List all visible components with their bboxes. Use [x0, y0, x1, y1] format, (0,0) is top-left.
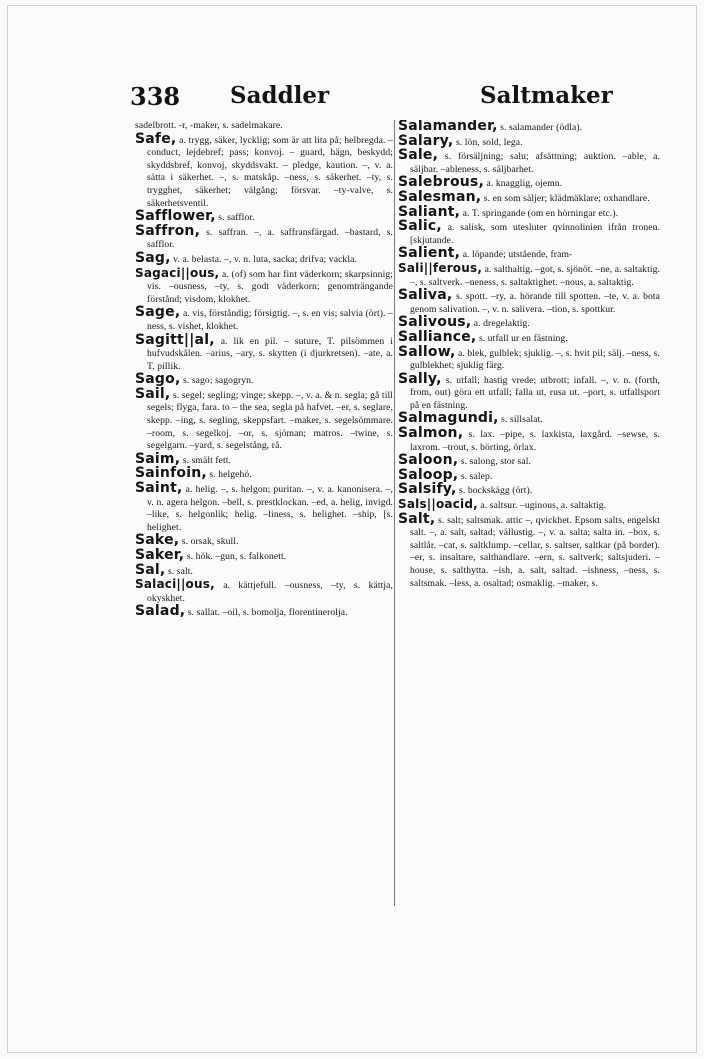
entry-headword: Sagitt||al,: [135, 331, 215, 348]
entry-definition: s. spott. –ry, a. hörande till spotten. –te, v. a. bota genom salivation. –, v. n. salivera. –tion, s. spottkur.: [410, 291, 660, 315]
entry-headword: Sago,: [135, 371, 181, 388]
entry-headword: Sally,: [398, 370, 442, 387]
entry-headword: Saloop,: [398, 466, 459, 483]
entry-definition: s. utfall; hastig vrede; utbrott; infall. –, v. n. (forth, from, out) göra ett utfall; falla ut, rusa ut. –port, s. utfallsport på en fästning.: [410, 374, 660, 411]
dictionary-entry: [398, 510, 660, 591]
entry-definition: a. salisk, som utesluter qvinnolinien ifrån tronen. [skjutande.: [410, 222, 660, 246]
entry-headword: Salebrous,: [398, 174, 484, 191]
entry-headword: Sale,: [398, 147, 439, 164]
entry-definition: a. blek, gulblek; sjuklig. –, s. hvit pil; sälj. –ness, s. gulblekhet; sjuklig färg.: [410, 347, 660, 372]
entry-headword: Sals||oacid,: [398, 497, 478, 512]
dictionary-entry: [135, 267, 393, 307]
entry-headword: Salliance,: [398, 328, 477, 345]
entry-definition: s. lax. –pipe, s. laxkista, laxgård. –sewse, s. laxrom. –trout, s. börting, örlax.: [410, 429, 660, 453]
entry-headword: Sagaci||ous,: [135, 265, 220, 280]
entry-definition: s. helgehö.: [209, 469, 252, 481]
left-column: [135, 120, 393, 900]
dictionary-entry: [398, 427, 660, 454]
entry-headword: Sainfoin,: [135, 465, 207, 482]
entry-headword: Saloon,: [398, 452, 459, 469]
entry-headword: Salad,: [135, 603, 186, 620]
entry-definition: a. saltsur. –uginous, a. saltaktig.: [480, 500, 607, 512]
entry-headword: Saffron,: [135, 222, 201, 239]
dictionary-entry: [398, 343, 660, 373]
entry-headword: Sail,: [135, 385, 171, 402]
entry-headword: Saliva,: [398, 287, 453, 304]
entry-definition: s. salt; saltsmak. attic –, qvickhet. Epsom salts, engelskt salt. –, a. salt, saltad; vällustig. –, v. a. salta; salta in. –box, s. saltlår. –cat, s. saltklump. –cellar, s. saltser, saltkar (på bordet). –er, s. insaltare, salthandlare. –ern, s. saltverk; saltsjuderi. –house, s. salthytta. –ish, a. salt, saltad. –ishness, –ness, s. saltsmak. –less, a. osaltad; osmaklig. –maker, s.: [410, 514, 660, 589]
entry-definition: s. hök. –gun, s. falkonett.: [186, 551, 287, 562]
entry-definition: a. T. springande (om en hörningar etc.).: [462, 207, 619, 219]
entry-headword: Safe,: [135, 130, 177, 147]
entry-definition: s. saffran. –, a. saffransfärgad. –bastard, s. safflor.: [147, 226, 393, 251]
dictionary-entry: [135, 578, 393, 605]
entry-definition: sadelbrott. -r, -maker, s. sadelmakare.: [135, 120, 283, 131]
entry-definition: a. kättjefull. –ousness, –ty, s. kättja, okyskhet.: [147, 580, 393, 604]
entry-headword: Salary,: [398, 132, 454, 149]
entry-definition: s. utfall ur en fästning.: [478, 332, 568, 344]
dictionary-entry: [135, 331, 393, 374]
dictionary-entry: [135, 561, 393, 579]
dictionary-entry: [135, 605, 393, 620]
entry-headword: Salient,: [398, 245, 461, 262]
dictionary-entry: [398, 289, 660, 316]
entry-headword: Salivous,: [398, 314, 472, 331]
entry-headword: Sake,: [135, 532, 180, 549]
entry-definition: a. löpande; utstående, fram-: [462, 249, 573, 261]
entry-definition: s. salep.: [460, 470, 493, 482]
entry-headword: Salic,: [398, 218, 442, 235]
entry-headword: Saker,: [135, 547, 185, 563]
dictionary-entry: [398, 149, 660, 176]
dictionary-entry: [135, 385, 393, 453]
dictionary-entry: [135, 249, 393, 267]
entry-definition: s. smält fett.: [182, 454, 232, 466]
column-divider: [394, 120, 395, 906]
dictionary-entry: [135, 482, 393, 534]
dictionary-entry: [398, 498, 660, 513]
entry-headword: Saliant,: [398, 203, 461, 220]
entry-definition: s. salong, stor sal.: [460, 456, 531, 468]
dictionary-entry: [398, 247, 660, 262]
entry-definition: s. salamander (ödla).: [500, 122, 583, 133]
entry-definition: s. safflor.: [218, 212, 255, 224]
dictionary-entry: [398, 262, 660, 289]
entry-headword: Saint,: [135, 480, 183, 497]
entry-definition: s. lön, sold, lega.: [455, 136, 523, 148]
dictionary-entry: [398, 483, 660, 498]
left-guide-word: Saddler: [230, 82, 330, 109]
dictionary-entry: [135, 222, 393, 252]
right-column: [398, 120, 660, 900]
entry-definition: s. en som säljer; klädmäklare; oxhandlare.: [483, 192, 650, 204]
entry-definition: a. salthaltig. –got, s. sjönöt. –ne, a. saltaktig. –, s. saltverk. –neness, s. saltaktighet. –nous, a. saltaktig.: [410, 263, 660, 288]
entry-headword: Salmagundi,: [398, 410, 499, 427]
entry-headword: Sallow,: [398, 343, 456, 360]
entry-definition: s. sallat. –oil, s. bomolja, florentinerolja.: [187, 607, 348, 619]
dictionary-entry: [398, 220, 660, 247]
entry-headword: Salt,: [398, 510, 436, 527]
entry-definition: a. dregelaktig.: [473, 318, 530, 330]
dictionary-entry: [135, 373, 393, 388]
entry-definition: a. lik en pil. – suture, T. pilsömmen i hufvudskålen. –arius, –ary, s. skytten (i djurkretsen). –ate, a. T. pillik.: [147, 335, 393, 372]
entry-definition: s. försäljning; salu; afsättning; auktion. –able, a. säljbar. –ableness, s. säljbarhet.: [410, 151, 660, 175]
entry-headword: Salamander,: [398, 120, 498, 134]
entry-definition: a. (of) som har fint väderkorn; skarpsinnig; vis. –ousness, –ty, s. godt väderkorn; genomträngande förstånd; visdom, klokhet.: [147, 268, 393, 305]
entry-headword: Salesman,: [398, 188, 482, 205]
page-header: [130, 82, 613, 114]
entry-headword: Sage,: [135, 304, 181, 321]
page-number: 338: [130, 82, 181, 111]
entry-headword: Salmon,: [398, 425, 464, 442]
entry-headword: Sag,: [135, 249, 171, 266]
dictionary-entry: [135, 130, 393, 211]
entry-headword: Sali||ferous,: [398, 260, 483, 275]
entry-definition: a. trygg, säker, lycklig; som är att lita på; helbregda. – conduct, lejdebref; pass; konvoj. – guard, hägn, beskydd; skyddsbref, konvoj, skyddsvakt. – pledge, kaution. –, v. a. sätta i säkerhet. –, s. matskåp. –ness, s. säkerhet. –ty, s. trygghet, säkerhet; välgång; försvar. –ty-valve, s. säkerhetsventil.: [147, 134, 393, 209]
entry-headword: Salaci||ous,: [135, 577, 215, 592]
entry-headword: Saim,: [135, 450, 181, 467]
entry-headword: Sal,: [135, 561, 166, 578]
entry-definition: a. vis, förståndig; försigtig. –, s. en vis; salvia (ört). –ness, s. vishet, klokhet.: [147, 308, 393, 332]
entry-definition: s. segel; segling; vinge; skepp. –, v. a. & n. segla; gå till segels; flyga, fara. to – the sea, segla på hafvet. –er, s. seglare, skepp. –ing, s. segling, skeppsfart. –maker, s. segelsömmare. –room, s. segelkoj. –or, s. sjöman; matros. –twine, s. segelgarn. –yard, s. segelstång, rå.: [147, 389, 393, 452]
dictionary-entry: [135, 549, 393, 564]
entry-definition: a. knagglig, ojemn.: [486, 178, 563, 190]
entry-definition: v. a. belasta. –, v. n. luta, sacka; drifva; vackla.: [173, 253, 357, 265]
entry-definition: s. sago; sagogryn.: [183, 375, 254, 387]
entry-definition: s. salt.: [167, 565, 194, 577]
dictionary-entry: [398, 370, 660, 413]
entry-definition: s. bockskägg (ört).: [459, 485, 533, 497]
entry-definition: a. helig. –, s. helgon; puritan. –, v. a. kanonisera. –, v. n. agera helgon. –bell, s. prestklockan. –ed, a. helig, invigd. –like, s. helgonlik; helig. –liness, s. helighet. –ship, [s. helighet.: [147, 484, 393, 533]
entry-definition: s. sillsalat.: [501, 414, 543, 426]
entry-definition: s. orsak, skull.: [181, 536, 239, 548]
entry-headword: Safflower,: [135, 208, 216, 225]
right-guide-word: Saltmaker: [480, 82, 613, 109]
entry-headword: Salsify,: [398, 481, 457, 498]
dictionary-entry: [135, 306, 393, 333]
